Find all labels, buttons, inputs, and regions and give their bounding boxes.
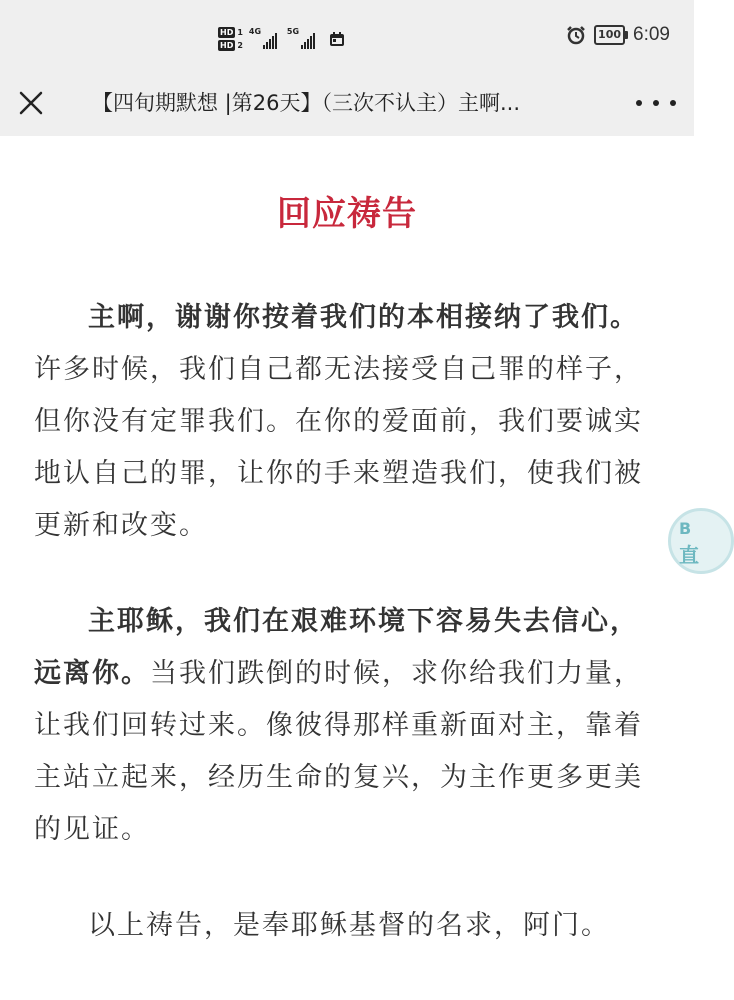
sim-indicators [218, 27, 243, 51]
paragraph-text: 许多时候，我们自己都无法接受自己罪的样子，但你没有定罪我们。在你的爱面前，我们要诚实地认自己的罪，让你的手来塑造我们，使我们被更新和改变。 [34, 354, 643, 541]
sim2-indicator [218, 40, 243, 51]
status-right [566, 24, 670, 46]
status-bar [0, 0, 694, 80]
paragraph-text: 当我们跌倒的时候，求你给我们力量，让我们回转过来。像彼得那样重新面对主，靠着主站立起来，经历生命的复兴，为主作更多更美的见证。 [34, 658, 643, 845]
badge-bottom-char: 直 [679, 543, 699, 567]
network-type-2: 5G [286, 27, 300, 36]
page-title: 【四旬期默想 |第26天】（三次不认主）主啊... [92, 91, 520, 115]
more-dot [670, 100, 676, 106]
sim2-hd-badge: HD [220, 41, 234, 50]
battery-icon: 100 [594, 25, 625, 45]
more-dot [636, 100, 642, 106]
sim1-hd-badge: HD [220, 28, 234, 37]
close-icon[interactable] [14, 86, 48, 120]
prayer-paragraph [34, 292, 664, 552]
network-type-1: 4G [248, 27, 262, 36]
badge-top-char: B [679, 519, 692, 538]
paragraph-bold-text: 主耶稣，我们在艰难环境下容易失去信心，远离你。 [34, 606, 639, 689]
article-heading: 回应祷告 [277, 194, 417, 234]
paragraph-bold-text: 主啊，谢谢你按着我们的本相接纳了我们。 [88, 302, 639, 333]
sim2-number: 2 [237, 41, 243, 50]
calendar-icon [329, 31, 345, 47]
title-bar [0, 80, 694, 136]
status-left [218, 20, 345, 58]
floating-live-badge[interactable] [668, 508, 734, 574]
signal-icon-1 [249, 29, 281, 49]
closing-paragraph [34, 900, 664, 952]
prayer-paragraph [34, 596, 664, 856]
signal-icon-2 [287, 29, 319, 49]
status-clock: 6:09 [633, 24, 670, 45]
paragraph-text: 以上祷告，是奉耶稣基督的名求，阿门。 [88, 910, 610, 941]
sim1-indicator [218, 27, 243, 38]
more-dot [653, 100, 659, 106]
more-icon[interactable] [636, 88, 676, 118]
alarm-icon [566, 25, 586, 45]
sim1-number: 1 [237, 28, 243, 37]
